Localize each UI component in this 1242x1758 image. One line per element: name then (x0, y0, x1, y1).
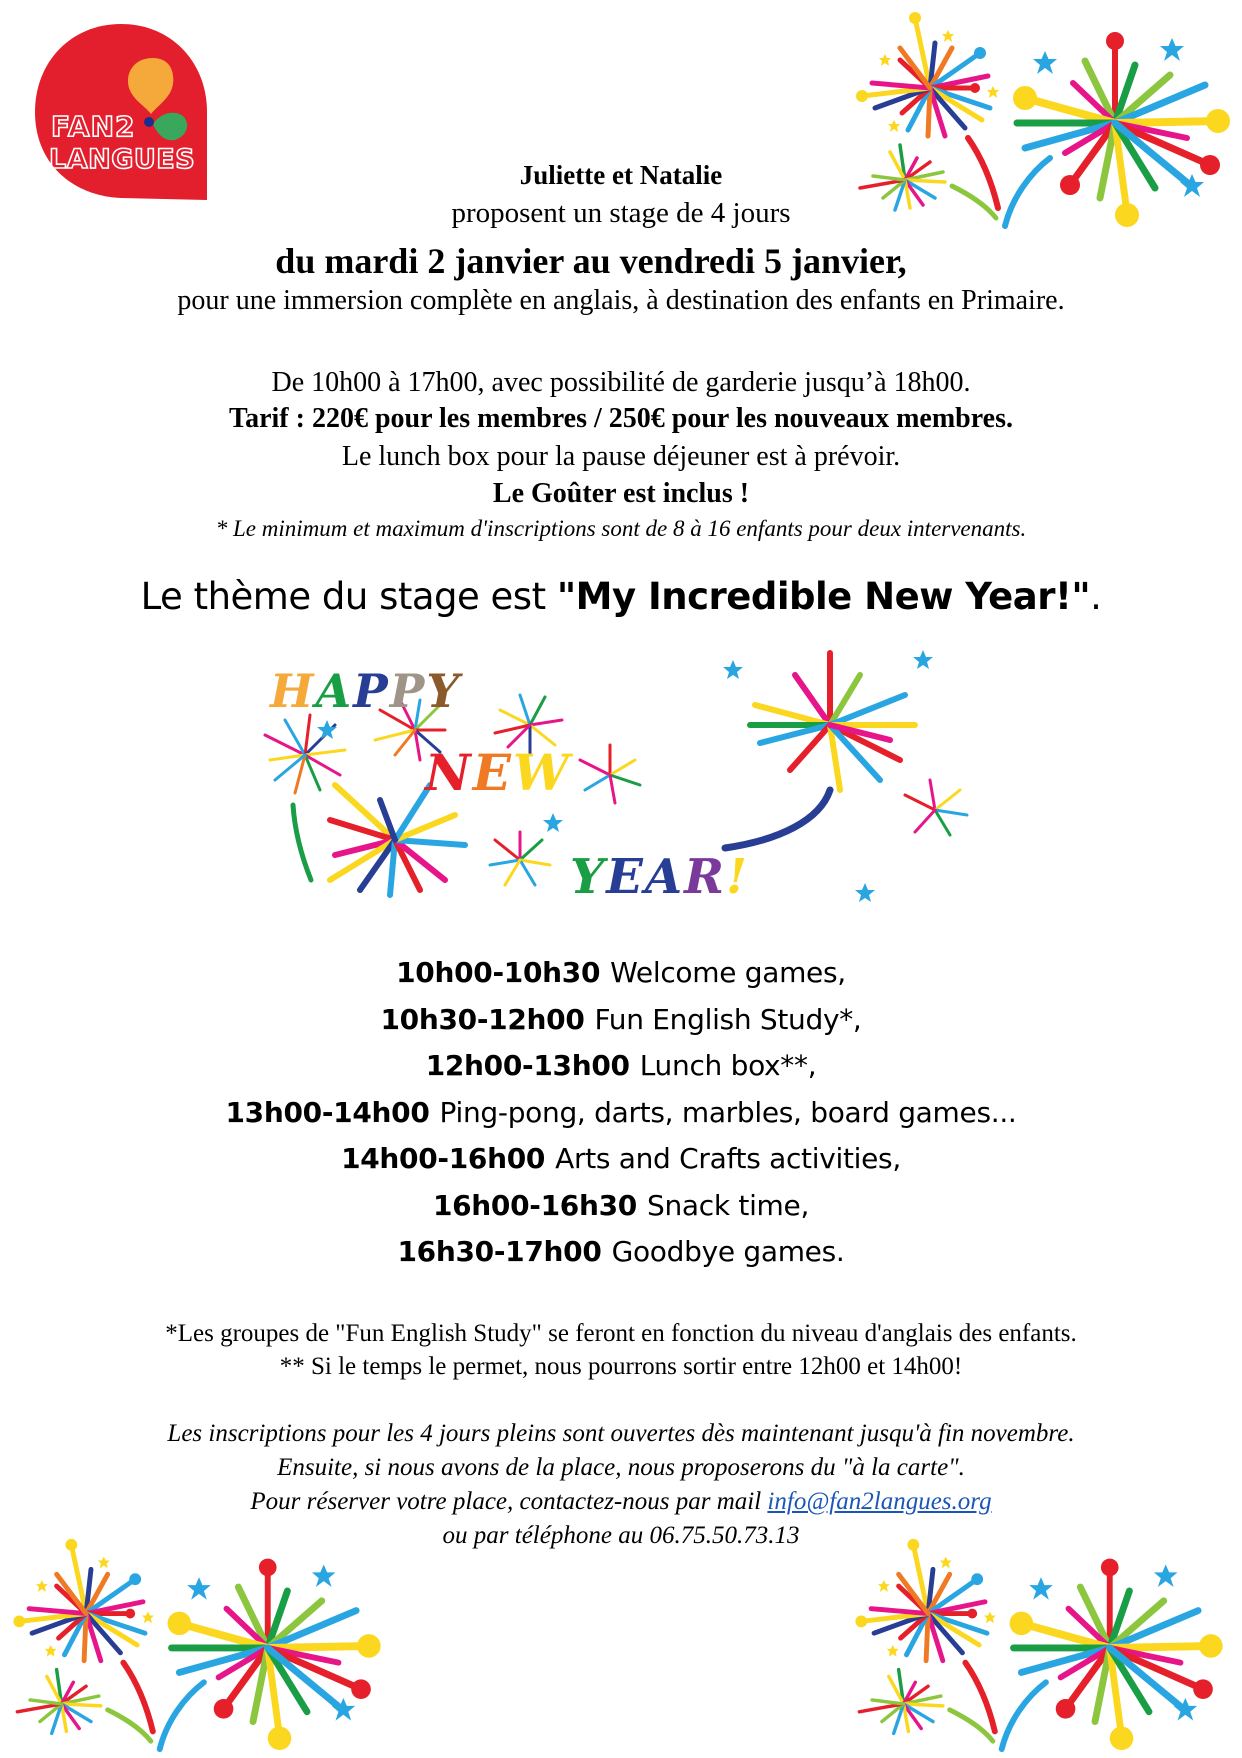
fireworks-decoration-bottom-right (846, 1535, 1236, 1753)
schedule-time: 14h00-16h00 (341, 1142, 546, 1175)
enrollment-limits-note: * Le minimum et maximum d'inscriptions sont de 8 à 16 enfants pour deux intervenants. (215, 516, 1027, 541)
schedule-activity: Arts and Crafts activities, (555, 1142, 901, 1175)
immersion-description: pour une immersion complète en anglais, à destination des enfants en Primaire. (177, 285, 1065, 316)
hours-info: De 10h00 à 17h00, avec possibilité de garderie jusqu’à 18h00. (271, 367, 971, 398)
schedule-row (0, 1090, 1242, 1137)
svg-text:NEW: NEW (425, 743, 571, 802)
schedule-row (0, 950, 1242, 997)
schedule-time: 10h00-10h30 (396, 956, 601, 989)
theme-heading (0, 575, 1242, 618)
organizers-heading: Juliette et Natalie (519, 160, 723, 190)
theme-title: "My Incredible New Year!" (556, 575, 1091, 618)
pricing-info: Tarif : 220€ pour les membres / 250€ pour les nouveaux membres. (228, 403, 1013, 434)
schedule-time: 16h00-16h30 (432, 1188, 637, 1222)
schedule-row (0, 1229, 1242, 1276)
registration-contact-email-line (0, 1488, 1242, 1516)
schedule-row (0, 1136, 1242, 1183)
stage-dates: du mardi 2 janvier au vendredi 5 janvier, (275, 241, 907, 281)
snack-info: Le Goûter est inclus ! (492, 478, 750, 509)
registration-a-la-carte: Ensuite, si nous avons de la place, nous proposerons du "à la carte". (277, 1454, 965, 1481)
happy-new-year-banner (255, 645, 1010, 920)
registration-contact-phone: ou par téléphone au 06.75.50.73.13 (442, 1522, 800, 1549)
schedule-activity: Fun English Study*, (594, 1002, 862, 1036)
schedule-activity: Welcome games, (610, 956, 846, 989)
theme-suffix: . (1090, 575, 1102, 618)
schedule-time: 10h30-12h00 (380, 1002, 585, 1036)
schedule-activity: Lunch box**, (639, 1049, 817, 1082)
registration-period: Les inscriptions pour les 4 jours pleins sont ouvertes dès maintenant jusqu'à fin novembre. (167, 1420, 1075, 1447)
fireworks-decoration-bottom-left (4, 1535, 394, 1753)
svg-text:FAN2: FAN2 (51, 110, 136, 143)
schedule-row (0, 1183, 1242, 1230)
schedule-activity: Ping-pong, darts, marbles, board games... (439, 1095, 1017, 1129)
footnote-english-groups: *Les groupes de "Fun English Study" se feront en fonction du niveau d'anglais des enfants. (165, 1320, 1077, 1347)
svg-text:HAPPY: HAPPY (270, 664, 462, 718)
lunch-info: Le lunch box pour la pause déjeuner est à prévoir. (341, 441, 901, 472)
theme-prefix: Le thème du stage est (140, 575, 557, 618)
schedule-time: 16h30-17h00 (397, 1235, 602, 1268)
schedule-time: 12h00-13h00 (425, 1049, 630, 1082)
contact-email-prefix: Pour réserver votre place, contactez-nous par mail (250, 1488, 768, 1515)
schedule-activity: Goodbye games. (611, 1235, 845, 1268)
svg-text:LANGUES: LANGUES (49, 144, 196, 175)
footnote-outing: ** Si le temps le permet, nous pourrons sortir entre 12h00 et 14h00! (279, 1353, 963, 1380)
schedule-activity: Snack time, (647, 1188, 810, 1222)
schedule-row (0, 997, 1242, 1044)
schedule-time: 13h00-14h00 (225, 1095, 430, 1129)
contact-email-link[interactable]: info@fan2langues.org (767, 1488, 992, 1515)
schedule-row (0, 1043, 1242, 1090)
svg-text:YEAR!: YEAR! (570, 849, 750, 905)
stage-intro: proposent un stage de 4 jours (451, 197, 791, 229)
daily-schedule (0, 950, 1242, 1276)
